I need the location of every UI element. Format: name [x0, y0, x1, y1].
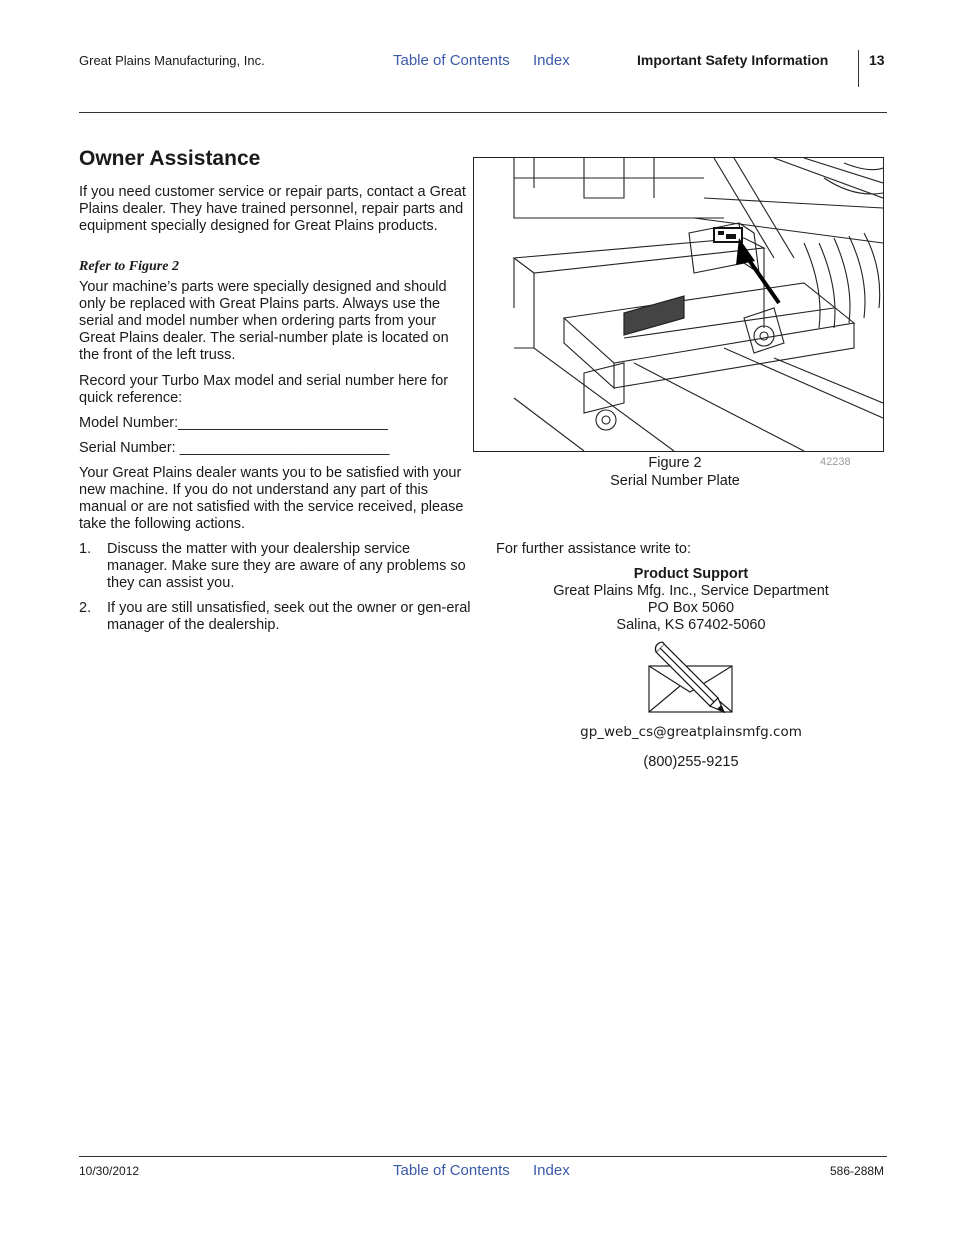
header-rule — [79, 112, 887, 113]
contact-phone: (800)255-9215 — [643, 754, 739, 770]
list-item-text: If you are still unsatisfied, seek out the owner or gen-eral manager of the dealership. — [107, 600, 471, 633]
list-item-text: Discuss the matter with your dealership service manager. Make sure they are aware of any problems so they can assist you. — [107, 541, 466, 591]
list-item-number: 1. — [79, 541, 92, 557]
contact-line-2: PO Box 5060 — [647, 600, 735, 616]
figure-reference: Refer to Figure 2 — [79, 259, 179, 274]
figure-label: Figure 2 — [648, 455, 702, 471]
intro-paragraph — [79, 184, 471, 235]
header-divider — [858, 50, 859, 87]
intro-text: If you need customer service or repair parts, contact a Great Plains dealer. They have trained personnel, repair parts and equipment specially designed for Great Plains products. — [79, 184, 466, 234]
footer-index-link[interactable]: Index — [533, 1162, 570, 1179]
page-title: Owner Assistance — [79, 147, 261, 170]
contact-line-3: Salina, KS 67402-5060 — [616, 617, 766, 633]
header-section-title: Important Safety Information — [637, 52, 829, 68]
list-item-number: 2. — [79, 600, 92, 616]
contact-heading: Product Support — [633, 566, 749, 582]
parts-text: Your machine’s parts were specially designed and should only be replaced with Great Plains parts. Always use the serial and model number when ordering parts from your Great Plains dealer. The serial-number plate is located on the front of the left truss. — [79, 279, 449, 363]
list-item — [79, 600, 471, 634]
parts-paragraph — [79, 279, 471, 364]
footer-toc-link[interactable]: Table of Contents — [393, 1162, 510, 1179]
figure-number: 42238 — [820, 456, 851, 468]
record-text: Record your Turbo Max model and serial number here for quick reference: — [79, 373, 449, 406]
dealer-text: Your Great Plains dealer wants you to be satisfied with your new machine. If you do not understand any part of this manual or are not satisfied with the service received, please take the following actions. — [79, 465, 464, 532]
footer-doc-number: 586-288M — [830, 1164, 885, 1178]
serial-plate-figure — [473, 157, 884, 452]
contact-email[interactable]: gp_web_cs@greatplainsmfg.com — [580, 724, 802, 740]
footer-rule — [79, 1156, 887, 1157]
header-index-link[interactable]: Index — [533, 52, 570, 69]
header-toc-link[interactable]: Table of Contents — [393, 52, 510, 69]
footer-date: 10/30/2012 — [79, 1164, 140, 1178]
contact-intro: For further assistance write to: — [496, 541, 692, 557]
record-paragraph — [79, 373, 471, 407]
page-number: 13 — [869, 52, 885, 68]
contact-line-1: Great Plains Mfg. Inc., Service Department — [553, 583, 829, 599]
dealer-paragraph — [79, 465, 471, 533]
envelope-pencil-icon — [646, 640, 736, 716]
figure-caption: Serial Number Plate — [610, 473, 740, 489]
model-number-line: Model Number:__________________________ — [79, 415, 388, 431]
header-company: Great Plains Manufacturing, Inc. — [79, 53, 265, 68]
list-item — [79, 541, 471, 592]
serial-number-line: Serial Number: __________________________ — [79, 440, 390, 456]
serial-plate-illustration — [474, 158, 883, 451]
